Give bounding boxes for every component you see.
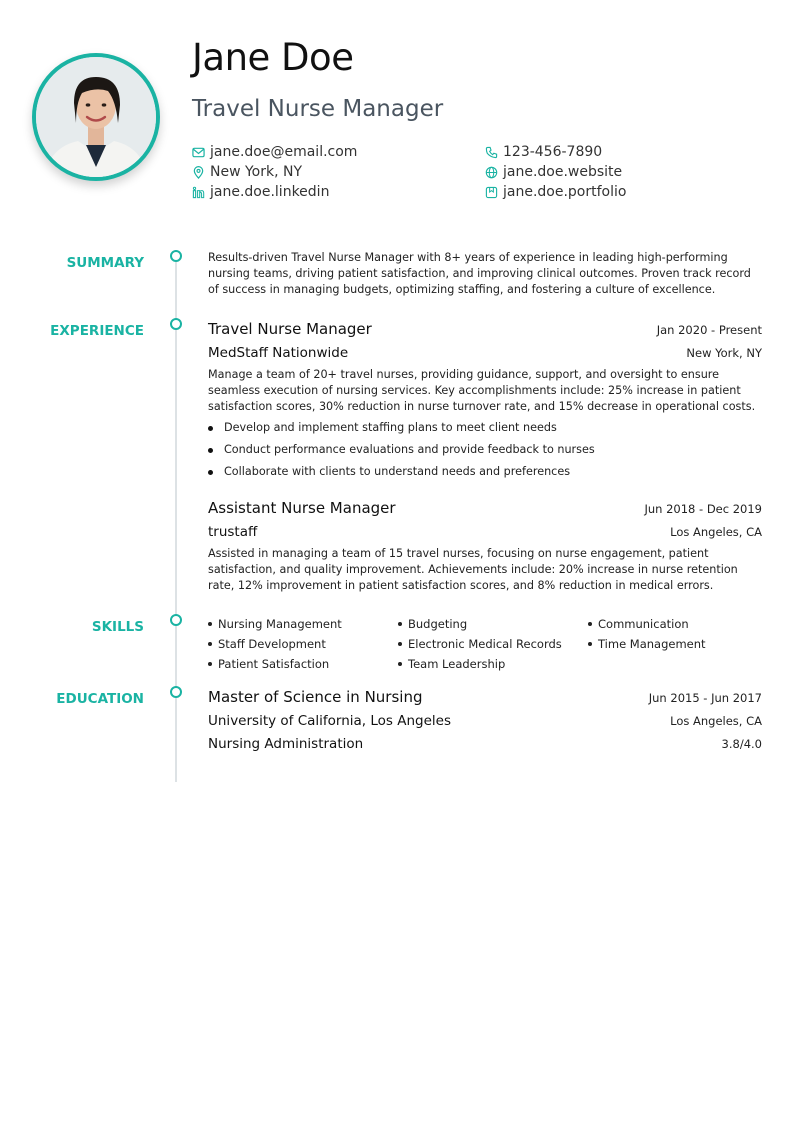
contact-location bbox=[192, 163, 302, 181]
bullet-dot bbox=[398, 662, 402, 666]
job-header-2 bbox=[208, 499, 762, 517]
timeline-line bbox=[175, 256, 177, 782]
skills-grid bbox=[208, 614, 778, 674]
section-label-skills: SKILLS bbox=[91, 619, 144, 635]
bullet-dot bbox=[588, 622, 592, 626]
candidate-title: Travel Nurse Manager bbox=[192, 96, 444, 122]
skill-item bbox=[208, 634, 398, 654]
phone-icon bbox=[485, 146, 498, 159]
section-label-experience: EXPERIENCE bbox=[50, 323, 144, 339]
portfolio-icon bbox=[485, 186, 498, 199]
skill-item bbox=[208, 654, 398, 674]
summary-text: Results-driven Travel Nurse Manager with 8+ years of experience in leading high-performing nursing teams, driving patient satisfaction, and improving clinical outcomes. Proven track record of success in managing budgets, optimizing staffing, and fostering a culture of excellence. bbox=[208, 251, 751, 296]
timeline-dot-skills bbox=[170, 614, 182, 626]
timeline-dot-education bbox=[170, 686, 182, 698]
bullet-dot bbox=[208, 426, 213, 431]
contact-phone[interactable] bbox=[485, 143, 602, 161]
bullet-dot bbox=[398, 622, 402, 626]
bullet-dot bbox=[208, 622, 212, 626]
job-title-1: Travel Nurse Manager bbox=[208, 320, 372, 338]
phone-text: 123-456-7890 bbox=[503, 144, 603, 160]
bullet-dot bbox=[208, 448, 213, 453]
skill-item bbox=[588, 614, 778, 634]
skill-item bbox=[398, 614, 588, 634]
section-label-education: EDUCATION bbox=[56, 691, 144, 707]
skill-text: Electronic Medical Records bbox=[408, 637, 562, 651]
skill-item bbox=[588, 634, 778, 654]
job-company-2: trustaff bbox=[208, 524, 258, 540]
education-location: Los Angeles, CA bbox=[670, 714, 762, 728]
education-header bbox=[208, 688, 762, 706]
job-company-row-2 bbox=[208, 524, 762, 540]
skill-item bbox=[398, 654, 588, 674]
website-text: jane.doe.website bbox=[503, 164, 623, 180]
job-dates-2: Jun 2018 - Dec 2019 bbox=[644, 502, 762, 516]
skill-text: Nursing Management bbox=[218, 617, 342, 631]
skill-text: Team Leadership bbox=[408, 657, 506, 671]
location-text: New York, NY bbox=[210, 164, 303, 180]
contact-website[interactable] bbox=[485, 163, 622, 181]
profile-photo bbox=[32, 53, 160, 181]
skill-item bbox=[208, 614, 398, 634]
contact-portfolio[interactable] bbox=[485, 183, 626, 201]
job-location-2: Los Angeles, CA bbox=[670, 525, 762, 539]
bullet-text: Conduct performance evaluations and provide feedback to nurses bbox=[224, 443, 595, 456]
contact-email[interactable] bbox=[192, 143, 357, 161]
education-degree: Master of Science in Nursing bbox=[208, 688, 423, 706]
job-description-2: Assisted in managing a team of 15 travel nurses, focusing on nurse engagement, patient satisfaction, and quality improvement. Achievements include: 20% increase in nurse retention rate, 12% improvement in patient satisfaction scores, and 8% reduction in medical errors. bbox=[208, 547, 738, 592]
candidate-name: Jane Doe bbox=[192, 36, 354, 79]
section-label-summary: SUMMARY bbox=[66, 255, 144, 271]
bullet-text: Develop and implement staffing plans to meet client needs bbox=[224, 421, 557, 434]
education-dates: Jun 2015 - Jun 2017 bbox=[648, 691, 762, 705]
job-description-1: Manage a team of 20+ travel nurses, providing guidance, support, and oversight to ensure seamless execution of nursing services. Key accomplishments include: 25% increase in patient satisfaction scores, 30% reduction in nurse turnover rate, and 15% decrease in operational costs. bbox=[208, 368, 756, 413]
skill-text: Communication bbox=[598, 617, 689, 631]
list-item bbox=[208, 465, 762, 487]
timeline-dot-experience bbox=[170, 318, 182, 330]
education-field: Nursing Administration bbox=[208, 736, 364, 752]
linkedin-text: jane.doe.linkedin bbox=[210, 184, 330, 200]
skill-text: Staff Development bbox=[218, 637, 326, 651]
globe-icon bbox=[485, 166, 498, 179]
bullet-dot bbox=[208, 642, 212, 646]
map-pin-icon bbox=[192, 166, 205, 179]
education-gpa: 3.8/4.0 bbox=[721, 737, 762, 751]
job-header-1 bbox=[208, 320, 762, 338]
portrait-illustration bbox=[36, 57, 156, 177]
portfolio-text: jane.doe.portfolio bbox=[503, 184, 627, 200]
list-item bbox=[208, 421, 762, 443]
bullet-dot bbox=[588, 642, 592, 646]
job-title-2: Assistant Nurse Manager bbox=[208, 499, 396, 517]
mail-icon bbox=[192, 146, 205, 159]
skill-text: Budgeting bbox=[408, 617, 468, 631]
bullet-dot bbox=[398, 642, 402, 646]
skill-item bbox=[398, 634, 588, 654]
bullet-text: Collaborate with clients to understand needs and preferences bbox=[224, 465, 571, 478]
bullet-dot bbox=[208, 662, 212, 666]
education-field-row bbox=[208, 736, 762, 752]
job-dates-1: Jan 2020 - Present bbox=[656, 323, 762, 337]
list-item bbox=[208, 443, 762, 465]
education-school: University of California, Los Angeles bbox=[208, 713, 452, 729]
skill-text: Patient Satisfaction bbox=[218, 657, 330, 671]
job-company-row-1 bbox=[208, 345, 762, 361]
bullet-dot bbox=[208, 470, 213, 475]
contact-linkedin[interactable] bbox=[192, 183, 329, 201]
skill-text: Time Management bbox=[598, 637, 706, 651]
email-text: jane.doe@email.com bbox=[210, 144, 358, 160]
job-bullets-1 bbox=[208, 421, 762, 487]
education-school-row bbox=[208, 713, 762, 729]
linkedin-icon bbox=[192, 186, 205, 199]
job-company-1: MedStaff Nationwide bbox=[208, 345, 349, 361]
timeline-dot-summary bbox=[170, 250, 182, 262]
job-location-1: New York, NY bbox=[686, 346, 762, 360]
